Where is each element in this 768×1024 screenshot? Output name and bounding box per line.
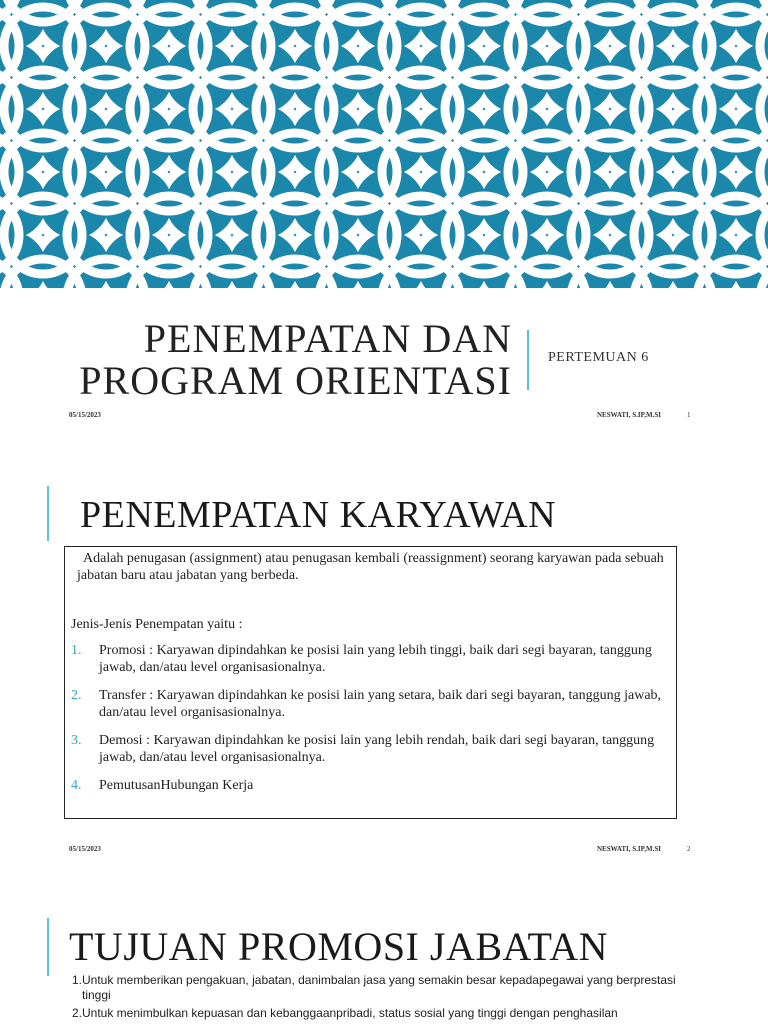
promotion-goals-list (72, 973, 692, 1024)
list-item (72, 973, 692, 1003)
list-item (71, 732, 670, 766)
list-item (72, 1006, 692, 1021)
slide-3-title: TUJUAN PROMOSI JABATAN (69, 924, 608, 969)
slide-2-list-heading: Jenis-Jenis Penempatan yaitu : (71, 617, 243, 632)
slide-2-title: PENEMPATAN KARYAWAN (80, 494, 557, 536)
list-item (71, 777, 670, 794)
list-item-text: Untuk memberikan pengakuan, jabatan, danimbalan jasa yang semakin besar kepadapegawai yang berprestasi tinggi (82, 973, 676, 1002)
list-item-text: PemutusanHubungan Kerja (99, 778, 254, 793)
footer-date: 05/15/2023 (69, 411, 101, 419)
slide-1-subtitle: PERTEMUAN 6 (548, 350, 649, 365)
list-item (71, 687, 670, 721)
list-item-number: 3. (71, 733, 82, 748)
slide-2-footer (0, 845, 768, 859)
slide-3-accent-bar (47, 918, 49, 976)
list-item-number: 4. (71, 778, 82, 793)
list-item-number: 1. (72, 973, 83, 987)
title-divider (527, 330, 529, 390)
footer-author: NESWATI, S.IP,M.SI (597, 845, 661, 853)
slide-2-content-box (64, 546, 677, 819)
slide-1-title (40, 318, 512, 402)
list-item-text: Transfer : Karyawan dipindahkan ke posisi lain yang setara, baik dari segi bayaran, tanggung jawab, dan/atau level organisasionalnya. (99, 688, 662, 720)
placement-types-list (71, 642, 670, 794)
list-item (71, 642, 670, 676)
list-item-number: 1. (71, 643, 82, 658)
circle-lattice-pattern (0, 0, 768, 288)
list-item-text: Promosi : Karyawan dipindahkan ke posisi lain yang lebih tinggi, baik dari segi bayaran, tanggung jawab, dan/atau level organisasionalnya. (99, 643, 652, 675)
footer-date: 05/15/2023 (69, 845, 101, 853)
slide-1-title-line-2: PROGRAM ORIENTASI (79, 358, 512, 403)
footer-author: NESWATI, S.IP,M.SI (597, 411, 661, 419)
footer-page-number: 1 (687, 411, 691, 419)
list-item-text: Demosi : Karyawan dipindahkan ke posisi lain yang lebih rendah, baik dari segi bayaran, tanggung jawab, dan/atau level organisasionalnya. (99, 733, 655, 765)
list-item-text: Untuk menimbulkan kepuasan dan kebanggaanpribadi, status sosial yang tinggi dengan penghasilan (82, 1006, 618, 1020)
slide-2-accent-bar (47, 486, 49, 541)
slide-2-intro: Adalah penugasan (assignment) atau penugasan kembali (reassignment) seorang karyawan pada sebuah jabatan baru atau jabatan yang berbeda. (77, 551, 664, 583)
slide-1-title-line-1: PENEMPATAN DAN (143, 316, 512, 361)
list-item-number: 2. (72, 1006, 83, 1020)
decorative-pattern-banner (0, 0, 768, 288)
slide-1-footer (0, 411, 768, 425)
list-item-number: 2. (71, 688, 82, 703)
footer-page-number: 2 (687, 845, 691, 853)
